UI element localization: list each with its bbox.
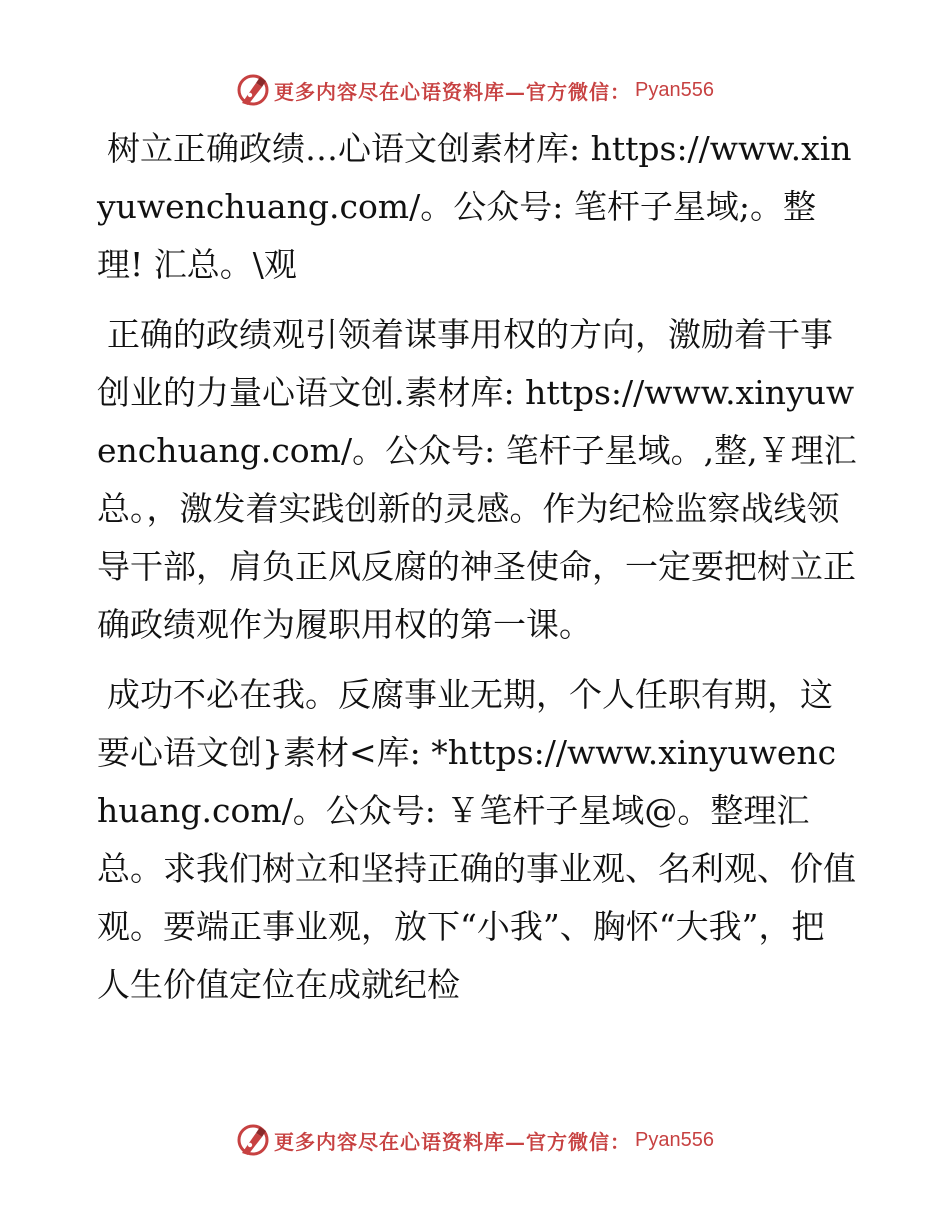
header-banner-inner <box>236 73 714 107</box>
header-banner <box>0 70 950 110</box>
paragraph-2: 正确的政绩观引领着谋事用权的方向，激励着干事创业的力量心语文创.素材库: https://www.xinyuwenchuang.com/。公众号: 笔杆子星域。,整,￥理汇总。，激发着实践创新的灵感。作为纪检监察战线领导干部，肩负正风反腐的神圣使命，一定要把树立正确政绩观作为履职用权的第一课。 <box>97 315 857 644</box>
footer-banner-text: 更多内容尽在心语资料库—官方微信： <box>274 1129 632 1154</box>
pen-logo-icon <box>236 73 270 107</box>
footer-banner <box>0 1120 950 1160</box>
footer-banner-inner <box>236 1123 714 1157</box>
footer-banner-id: Pyan556 <box>635 1128 714 1151</box>
header-banner-id: Pyan556 <box>635 78 714 101</box>
header-banner-text: 更多内容尽在心语资料库—官方微信： <box>274 79 632 104</box>
paragraph-1: 树立正确政绩…心语文创素材库: https://www.xinyuwenchuang.com/。公众号: 笔杆子星域;。整理! 汇总。\观 <box>97 129 852 284</box>
document-body <box>97 120 857 1026</box>
paragraph-3: 成功不必在我。反腐事业无期，个人任职有期，这要心语文创}素材<库: *https://www.xinyuwenchuang.com/。公众号: ￥笔杆子星域@。整理汇总。求我们树立和坚持正确的事业观、名利观、价值观。要端正事业观，放下“小我”、胸怀“大我”，把人生价值定位在成就纪检 <box>97 675 856 1004</box>
pen-logo-icon <box>236 1123 270 1157</box>
